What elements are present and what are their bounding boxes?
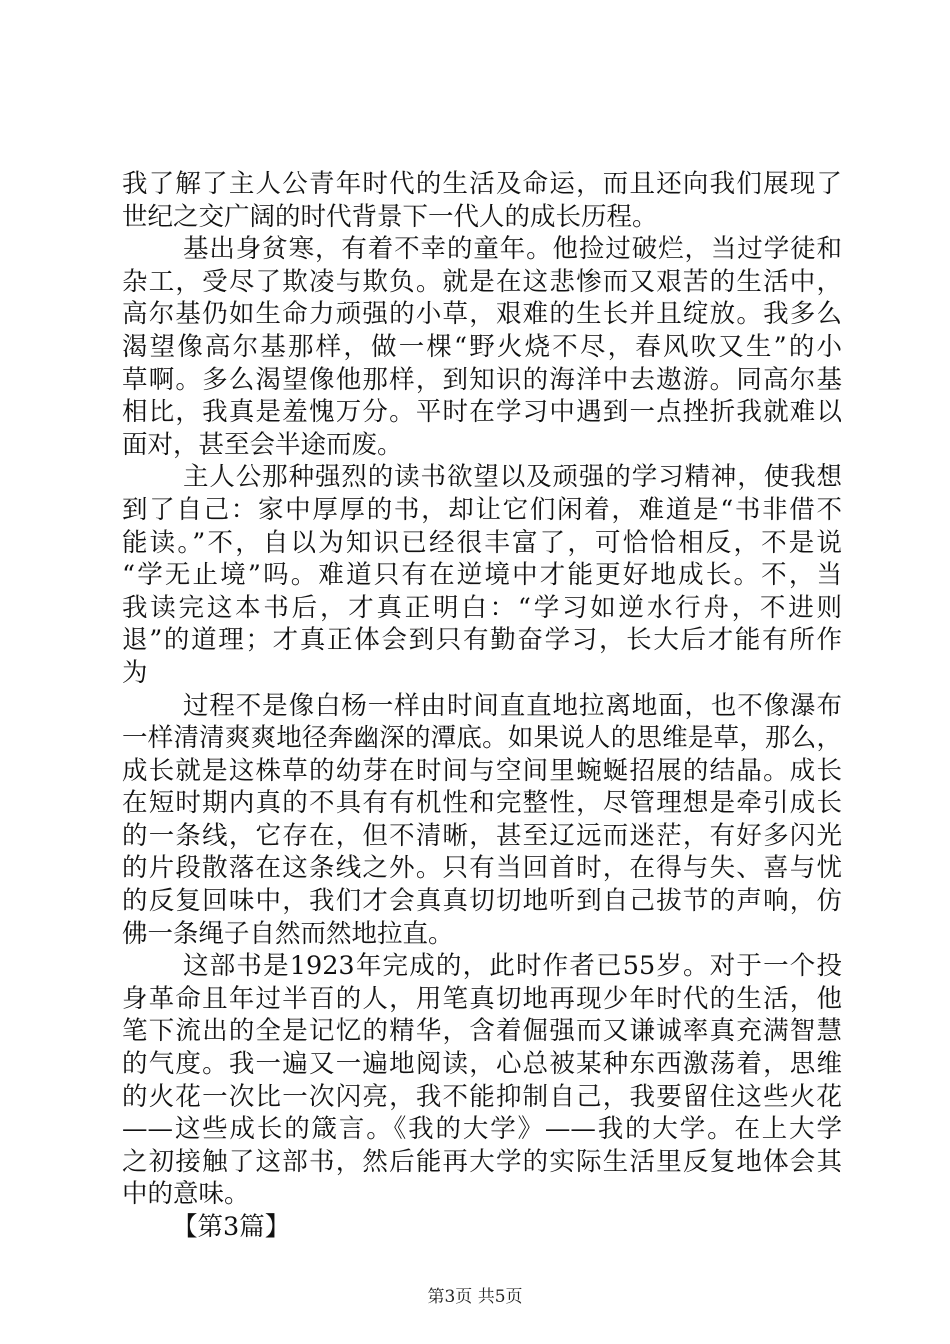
page-number-footer: 第3页 共5页 [427, 1287, 523, 1307]
text-line: 成长就是这株草的幼芽在时间与空间里蜿蜒招展的结晶。成长 [122, 755, 842, 786]
text-line: 能读。”不，自以为知识已经很丰富了，可恰恰相反，不是说 [122, 527, 842, 558]
text-line: 之初接触了这部书，然后能再大学的实际生活里反复地体会其 [122, 1146, 842, 1177]
text-line: 在短时期内真的不具有有机性和完整性，尽管理想是牵引成长 [122, 788, 842, 819]
paragraph [122, 168, 842, 233]
paragraph [122, 461, 842, 689]
text-line: 的一条线，它存在，但不清晰，甚至辽远而迷茫，有好多闪光 [122, 820, 842, 851]
text-line: 渴望像高尔基那样，做一棵“野火烧不尽，春风吹又生”的小 [122, 331, 842, 362]
text-line: 相比，我真是羞愧万分。平时在学习中遇到一点挫折我就难以 [122, 397, 842, 428]
text-line: 身革命且年过半百的人，用笔真切地再现少年时代的生活，他 [122, 983, 842, 1014]
text-line: 一样清清爽爽地径奔幽深的潭底。如果说人的思维是草，那么， [122, 723, 842, 754]
text-line: 的反复回味中，我们才会真真切切地听到自己拔节的声响，仿 [122, 886, 842, 917]
text-line: 过程不是像白杨一样由时间直直地拉离地面，也不像瀑布 [183, 690, 842, 721]
text-line: 杂工，受尽了欺凌与欺负。就是在这悲惨而又艰苦的生活中， [122, 266, 842, 297]
text-line: 我读完这本书后，才真正明白：“学习如逆水行舟，不进则 [122, 592, 842, 623]
text-line: 到了自己：家中厚厚的书，却让它们闲着，难道是“书非借不 [122, 494, 842, 525]
document-body [122, 168, 842, 1244]
text-line: 这部书是1923年完成的，此时作者已55岁。对于一个投 [183, 951, 842, 982]
text-line: 世纪之交广阔的时代背景下一代人的成长历程。 [122, 201, 658, 232]
text-line: 为 [122, 657, 148, 688]
text-line: ——这些成长的箴言。《我的大学》——我的大学。在上大学 [122, 1114, 842, 1145]
text-line: 我了解了主人公青年时代的生活及命运，而且还向我们展现了 [122, 169, 842, 199]
text-line: 草啊。多么渴望像他那样，到知识的海洋中去遨游。同高尔基 [122, 364, 842, 395]
text-line: 面对，甚至会半途而废。 [122, 429, 403, 460]
text-line: 的气度。我一遍又一遍地阅读，心总被某种东西激荡着，思维 [122, 1049, 842, 1080]
paragraph [122, 233, 842, 461]
text-line: 的火花一次比一次闪亮，我不能抑制自己，我要留住这些火花 [122, 1081, 842, 1112]
text-line: 基出身贫寒，有着不幸的童年。他捡过破烂，当过学徒和 [183, 234, 842, 265]
text-line: 退”的道理；才真正体会到只有勤奋学习，长大后才能有所作 [122, 625, 842, 656]
text-line: 主人公那种强烈的读书欲望以及顽强的学习精神，使我想 [183, 462, 842, 493]
section-heading: 【第3篇】 [172, 1212, 291, 1242]
text-line: “学无止境”吗。难道只有在逆境中才能更好地成长。不，当 [122, 560, 842, 591]
text-line: 的片段散落在这条线之外。只有当回首时，在得与失、喜与忧 [122, 853, 842, 884]
text-line: 中的意味。 [122, 1179, 250, 1210]
text-line: 佛一条绳子自然而然地拉直。 [122, 918, 454, 949]
paragraph [122, 690, 842, 951]
text-line: 笔下流出的全是记忆的精华，含着倔强而又谦诚率真充满智慧 [122, 1016, 842, 1047]
paragraph [122, 950, 842, 1211]
text-line: 高尔基仍如生命力顽强的小草，艰难的生长并且绽放。我多么 [122, 299, 842, 330]
